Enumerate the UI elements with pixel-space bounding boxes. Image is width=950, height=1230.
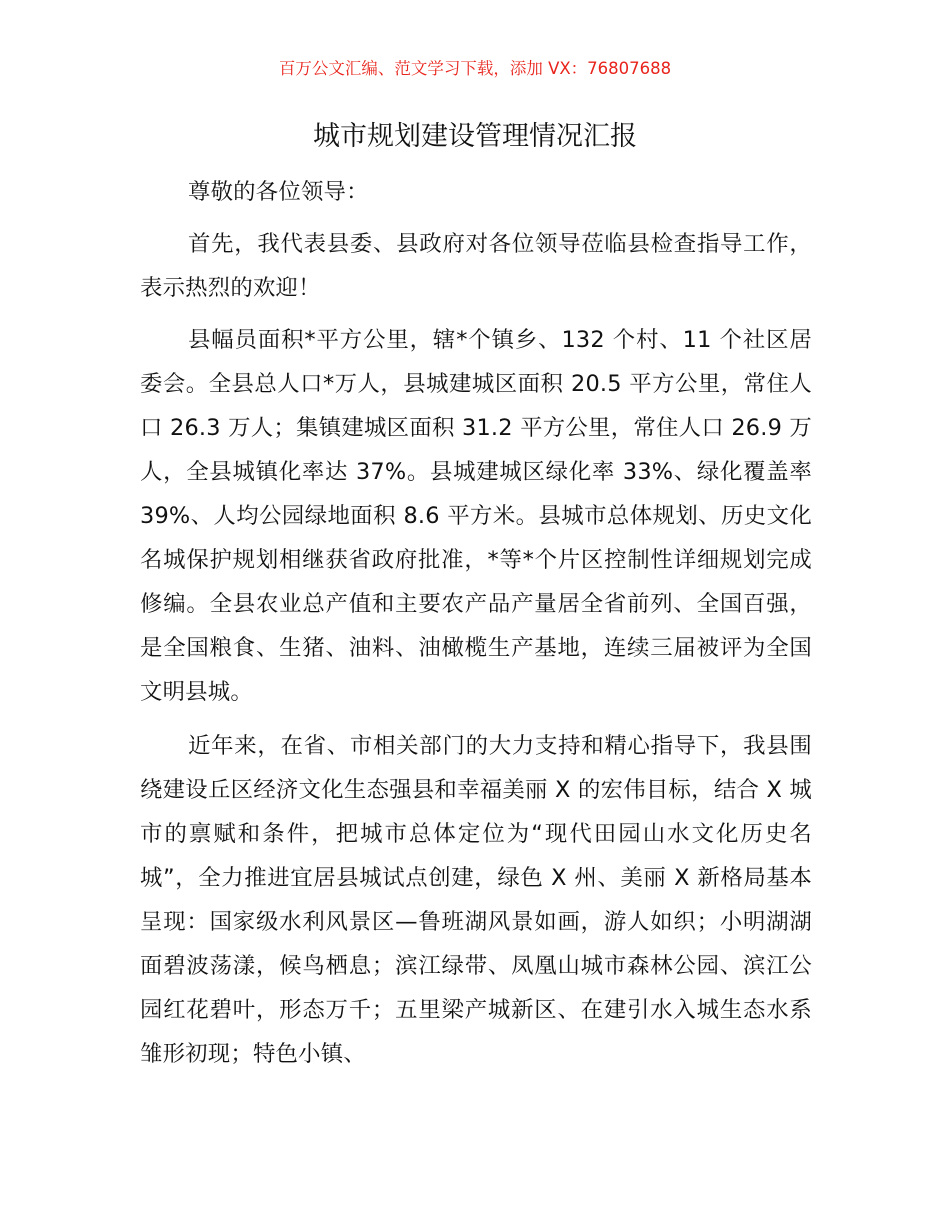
document-title: 城市规划建设管理情况汇报 (313, 121, 637, 152)
document-body (140, 170, 812, 1076)
body-paragraph-progress: 近年来，在省、市相关部门的大力支持和精心指导下，我县围绕建设丘区经济文化生态强县和幸福美丽 X 的宏伟目标，结合 X 城市的禀赋和条件，把城市总体定位为“现代田园山水文化历史名城”，全力推进宜居县城试点创建，绿色 X 州、美丽 X 新格局基本呈现：国家级水利风景区—鲁班湖风景如画，游人如织；小明湖湖面碧波荡漾，候鸟栖息；滨江绿带、凤凰山城市森林公园、滨江公园红花碧叶，形态万千；五里梁产城新区、在建引水入城生态水系雏形初现；特色小镇、 (140, 733, 812, 1067)
greeting-paragraph: 尊敬的各位领导： (188, 179, 369, 205)
body-paragraph-welcome: 首先，我代表县委、县政府对各位领导莅临县检查指导工作，表示热烈的欢迎！ (140, 231, 812, 301)
body-paragraph-overview: 县幅员面积*平方公里，辖*个镇乡、132 个村、11 个社区居委会。全县总人口*万人，县城建城区面积 20.5 平方公里，常住人口 26.3 万人；集镇建城区面积 31.2 平方公里，常住人口 26.9 万人，全县城镇化率达 37%。县城建城区绿化率 33%、绿化覆盖率 39%、人均公园绿地面积 8.6 平方米。县城市总体规划、历史文化名城保护规划相继获省政府批准，*等*个片区控制性详细规划完成修编。全县农业总产值和主要农产品产量居全省前列、全国百强，是全国粮食、生猪、油料、油橄榄生产基地，连续三届被评为全国文明县城。 (140, 327, 812, 705)
header-watermark: 百万公文汇编、范文学习下载，添加 VX：76807688 (278, 59, 672, 78)
